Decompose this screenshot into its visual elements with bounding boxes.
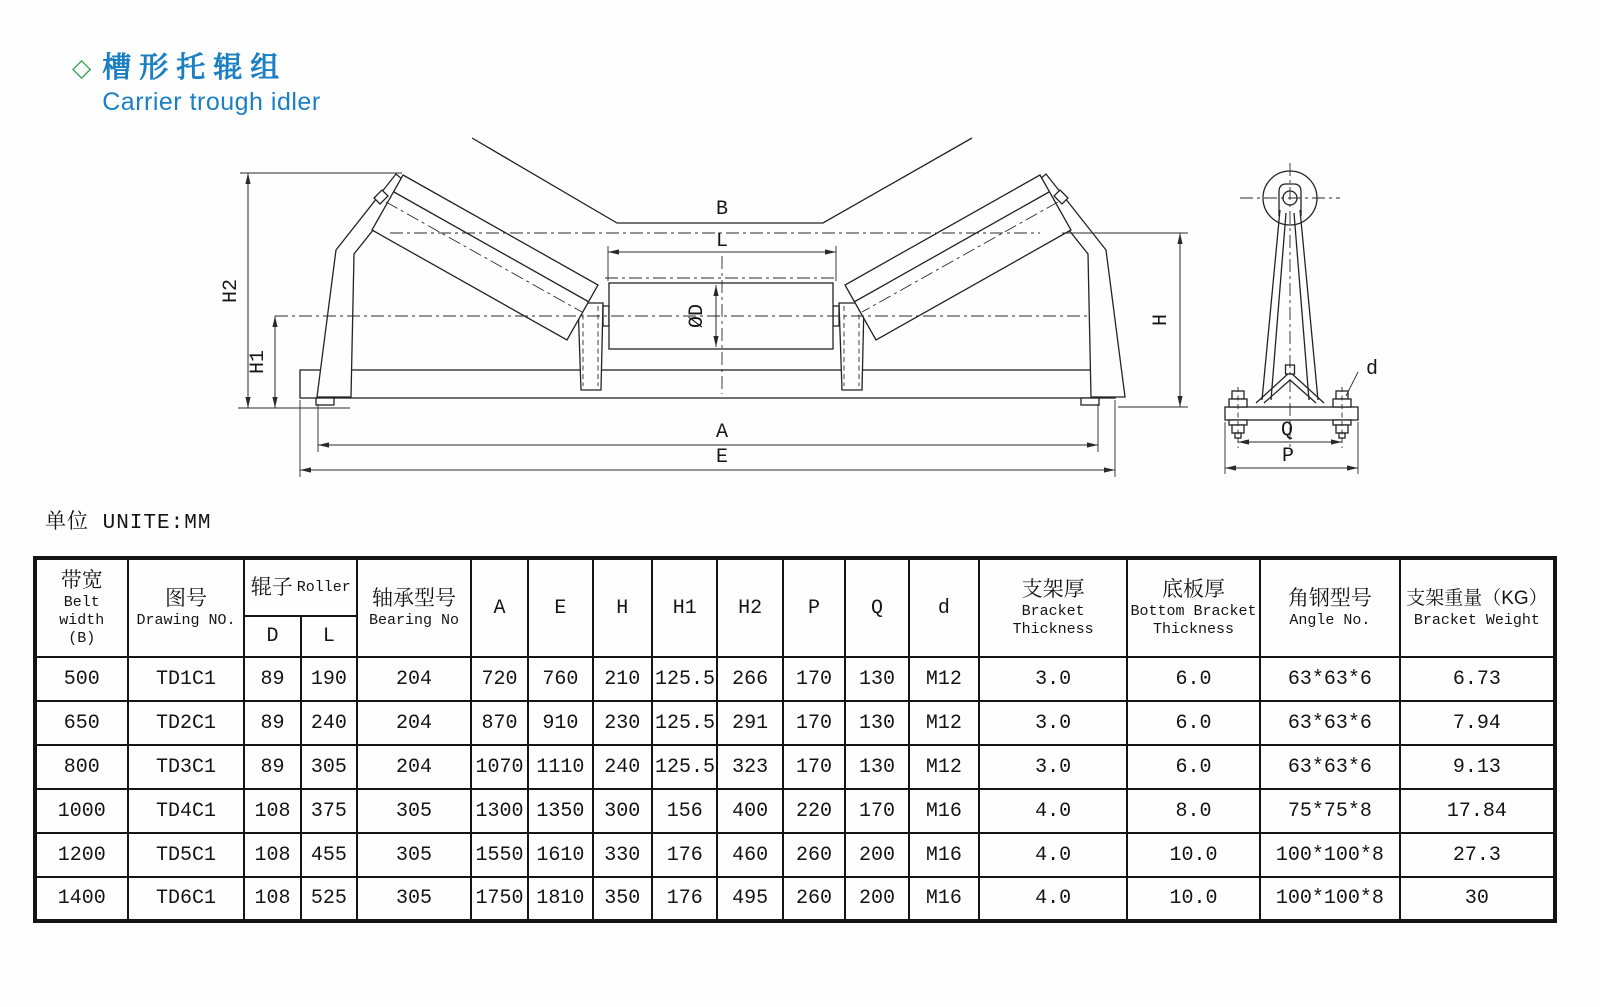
table-cell: 291: [717, 701, 782, 745]
table-cell: 10.0: [1127, 833, 1260, 877]
table-cell: 1000: [35, 789, 128, 833]
table-cell: 170: [783, 657, 845, 701]
table-cell: 63*63*6: [1260, 701, 1400, 745]
col-header-roller-L: L: [301, 616, 357, 657]
table-cell: 75*75*8: [1260, 789, 1400, 833]
table-cell: 650: [35, 701, 128, 745]
table-cell: 204: [357, 701, 471, 745]
dim-label-od: ØD: [686, 303, 709, 329]
table-row: [35, 657, 1555, 701]
table-cell: 200: [845, 833, 908, 877]
table-cell: 89: [244, 701, 300, 745]
table-cell: 760: [528, 657, 592, 701]
table-cell: 460: [717, 833, 782, 877]
table-cell: 1550: [471, 833, 528, 877]
base-foot-left: [316, 398, 334, 405]
table-cell: 170: [845, 789, 908, 833]
table-cell: 108: [244, 877, 300, 921]
table-cell: 1070: [471, 745, 528, 789]
table-cell: 89: [244, 657, 300, 701]
table-cell: 10.0: [1127, 877, 1260, 921]
table-cell: 125.5: [652, 745, 717, 789]
unit-label: 单位 UNITE:MM: [45, 512, 212, 535]
page-title-en: Carrier trough idler: [102, 88, 321, 116]
table-cell: M16: [909, 877, 979, 921]
col-header-angle-no: 角钢型号 Angle No.: [1260, 558, 1400, 657]
table-cell: 500: [35, 657, 128, 701]
table-cell: 1110: [528, 745, 592, 789]
table-cell: 1400: [35, 877, 128, 921]
col-header-P: P: [783, 558, 845, 657]
table-cell: 240: [301, 701, 357, 745]
dim-label-l: L: [715, 230, 729, 253]
table-cell: 240: [593, 745, 652, 789]
col-header-A: A: [471, 558, 528, 657]
table-cell: 910: [528, 701, 592, 745]
table-cell: TD2C1: [128, 701, 245, 745]
table-cell: 330: [593, 833, 652, 877]
page-title-zh: 槽形托辊组: [102, 52, 288, 84]
table-cell: 3.0: [979, 701, 1127, 745]
table-cell: 6.0: [1127, 701, 1260, 745]
base-foot-right: [1081, 398, 1099, 405]
table-cell: 3.0: [979, 657, 1127, 701]
table-cell: 1610: [528, 833, 592, 877]
col-header-bearing-no: 轴承型号 Bearing No: [357, 558, 471, 657]
table-cell: 400: [717, 789, 782, 833]
table-cell: 130: [845, 701, 908, 745]
col-header-H2: H2: [717, 558, 782, 657]
table-cell: 210: [593, 657, 652, 701]
table-cell: 176: [652, 877, 717, 921]
table-cell: 4.0: [979, 833, 1127, 877]
col-header-bottom-bracket-thickness: 底板厚 Bottom Bracket Thickness: [1127, 558, 1260, 657]
col-header-H: H: [593, 558, 652, 657]
dim-label-e: E: [715, 446, 729, 469]
table-cell: 125.5: [652, 657, 717, 701]
table-cell: 305: [357, 833, 471, 877]
right-side-roller: [845, 175, 1071, 340]
table-cell: TD3C1: [128, 745, 245, 789]
table-cell: 375: [301, 789, 357, 833]
table-row: [35, 789, 1555, 833]
dim-label-q: Q: [1280, 419, 1294, 442]
col-header-bracket-weight: 支架重量（KG） Bracket Weight: [1400, 558, 1555, 657]
table-cell: 870: [471, 701, 528, 745]
table-row: [35, 745, 1555, 789]
table-cell: 1300: [471, 789, 528, 833]
col-header-drawing-no: 图号 Drawing NO.: [128, 558, 245, 657]
table-cell: 130: [845, 657, 908, 701]
table-row: [35, 833, 1555, 877]
table-cell: TD5C1: [128, 833, 245, 877]
dim-label-h: H: [1150, 313, 1173, 327]
table-cell: 204: [357, 657, 471, 701]
dim-label-p: P: [1281, 445, 1295, 468]
col-header-H1: H1: [652, 558, 717, 657]
table-cell: 220: [783, 789, 845, 833]
table-cell: 9.13: [1400, 745, 1555, 789]
table-cell: 4.0: [979, 877, 1127, 921]
table-cell: 108: [244, 833, 300, 877]
col-header-Q: Q: [845, 558, 908, 657]
table-cell: 230: [593, 701, 652, 745]
table-cell: 350: [593, 877, 652, 921]
dim-label-b: B: [715, 198, 729, 221]
table-cell: 525: [301, 877, 357, 921]
technical-drawing: [0, 0, 1600, 500]
table-cell: 1350: [528, 789, 592, 833]
dim-label-h1: H1: [247, 349, 270, 375]
table-cell: 800: [35, 745, 128, 789]
dim-label-a: A: [715, 421, 729, 444]
table-cell: TD6C1: [128, 877, 245, 921]
table-cell: 323: [717, 745, 782, 789]
table-cell: 300: [593, 789, 652, 833]
table-cell: 63*63*6: [1260, 745, 1400, 789]
table-cell: M16: [909, 789, 979, 833]
base-frame: [300, 370, 1115, 398]
table-cell: 204: [357, 745, 471, 789]
table-cell: 6.0: [1127, 657, 1260, 701]
table-cell: 4.0: [979, 789, 1127, 833]
spec-table-body: [35, 657, 1555, 921]
table-cell: 190: [301, 657, 357, 701]
table-cell: 8.0: [1127, 789, 1260, 833]
col-header-d: d: [909, 558, 979, 657]
table-cell: M16: [909, 833, 979, 877]
col-header-roller-D: D: [244, 616, 300, 657]
table-cell: 305: [357, 877, 471, 921]
table-row: [35, 701, 1555, 745]
front-view: [220, 138, 1188, 477]
table-cell: 720: [471, 657, 528, 701]
table-cell: 176: [652, 833, 717, 877]
spec-table: [33, 556, 1557, 923]
table-cell: 266: [717, 657, 782, 701]
table-cell: 100*100*8: [1260, 833, 1400, 877]
side-view: [1225, 163, 1378, 474]
table-cell: 1200: [35, 833, 128, 877]
table-cell: M12: [909, 657, 979, 701]
col-header-bracket-thickness: 支架厚 Bracket Thickness: [979, 558, 1127, 657]
dim-label-h2: H2: [220, 278, 243, 304]
table-row: [35, 877, 1555, 921]
table-cell: 170: [783, 701, 845, 745]
table-cell: 200: [845, 877, 908, 921]
table-cell: TD1C1: [128, 657, 245, 701]
table-cell: TD4C1: [128, 789, 245, 833]
table-cell: 27.3: [1400, 833, 1555, 877]
table-cell: 305: [301, 745, 357, 789]
col-header-belt-width: 带宽 Belt width (B): [35, 558, 128, 657]
table-cell: 108: [244, 789, 300, 833]
table-cell: 1750: [471, 877, 528, 921]
table-cell: 6.73: [1400, 657, 1555, 701]
col-header-roller: 辊子 Roller: [244, 558, 357, 616]
table-cell: 3.0: [979, 745, 1127, 789]
table-cell: 1810: [528, 877, 592, 921]
table-cell: 17.84: [1400, 789, 1555, 833]
table-cell: 170: [783, 745, 845, 789]
table-cell: M12: [909, 701, 979, 745]
table-cell: 89: [244, 745, 300, 789]
table-cell: 100*100*8: [1260, 877, 1400, 921]
table-cell: 305: [357, 789, 471, 833]
table-cell: M12: [909, 745, 979, 789]
table-cell: 455: [301, 833, 357, 877]
table-cell: 125.5: [652, 701, 717, 745]
table-cell: 156: [652, 789, 717, 833]
table-cell: 495: [717, 877, 782, 921]
diamond-bullet-icon: ◇: [72, 54, 92, 82]
dim-label-d: d: [1366, 358, 1379, 381]
table-cell: 260: [783, 833, 845, 877]
col-header-E: E: [528, 558, 592, 657]
table-cell: 63*63*6: [1260, 657, 1400, 701]
table-cell: 260: [783, 877, 845, 921]
table-cell: 6.0: [1127, 745, 1260, 789]
table-cell: 30: [1400, 877, 1555, 921]
table-cell: 130: [845, 745, 908, 789]
table-cell: 7.94: [1400, 701, 1555, 745]
